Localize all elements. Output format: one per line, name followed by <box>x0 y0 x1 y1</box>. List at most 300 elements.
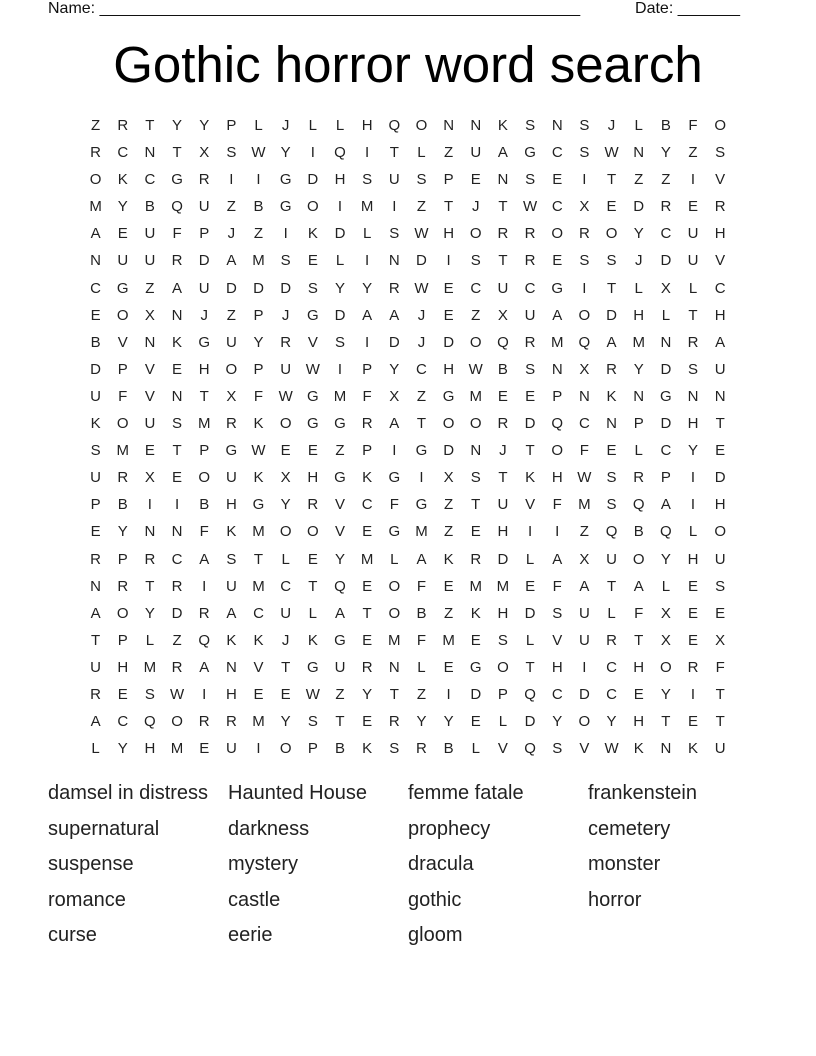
word-list-item: prophecy <box>408 817 491 840</box>
word-list-item: curse <box>48 924 97 947</box>
grid-letter: I <box>446 252 451 270</box>
grid-letter: E <box>688 631 699 649</box>
grid-letter: D <box>307 171 319 189</box>
grid-letter: T <box>498 252 508 270</box>
grid-letter: C <box>606 685 617 703</box>
grid-letter: I <box>365 144 370 162</box>
grid-letter: E <box>362 631 373 649</box>
grid-letter: B <box>199 496 210 514</box>
grid-letter: H <box>443 360 455 378</box>
word-list-item: mystery <box>228 853 298 876</box>
grid-letter: V <box>715 252 726 270</box>
grid-letter: S <box>280 252 291 270</box>
grid-letter: R <box>198 171 210 189</box>
grid-letter: T <box>172 144 182 162</box>
grid-letter: S <box>715 144 726 162</box>
grid-letter: D <box>388 333 400 351</box>
grid-letter: L <box>145 631 155 649</box>
grid-letter: K <box>226 523 237 541</box>
grid-letter: M <box>252 523 265 541</box>
grid-letter: I <box>582 658 587 676</box>
grid-letter: O <box>551 225 564 243</box>
grid-letter: M <box>469 577 483 595</box>
grid-letter: E <box>253 685 264 703</box>
grid-letter: S <box>226 144 237 162</box>
grid-letter: F <box>389 496 399 514</box>
grid-letter: Q <box>524 740 536 758</box>
grid-letter: Q <box>524 685 536 703</box>
grid-letter: G <box>415 442 428 460</box>
grid-letter: I <box>690 171 696 189</box>
grid-letter: X <box>579 198 590 216</box>
grid-letter: E <box>552 171 563 189</box>
grid-letter: A <box>416 550 427 568</box>
grid-letter: E <box>172 469 183 487</box>
grid-letter: P <box>362 360 373 378</box>
grid-letter: P <box>117 631 128 649</box>
grid-letter: D <box>334 225 346 243</box>
grid-letter: P <box>117 550 128 568</box>
grid-letter: G <box>388 469 401 487</box>
grid-letter: Q <box>497 333 509 351</box>
grid-letter: F <box>362 387 372 405</box>
grid-letter: S <box>144 685 155 703</box>
grid-letter: T <box>145 117 155 134</box>
grid-letter: K <box>307 225 318 243</box>
grid-letter: T <box>90 631 101 649</box>
grid-letter: U <box>225 740 237 758</box>
grid-letter: I <box>555 523 560 541</box>
grid-letter: F <box>416 631 427 649</box>
grid-letter: W <box>604 740 619 758</box>
grid-letter: G <box>551 279 564 297</box>
grid-letter: M <box>415 523 428 541</box>
grid-letter: C <box>578 415 590 433</box>
grid-letter: A <box>334 604 345 622</box>
grid-letter: M <box>496 577 510 595</box>
grid-letter: R <box>361 415 373 433</box>
grid-letter: S <box>525 171 536 189</box>
grid-letter: C <box>144 171 156 189</box>
grid-letter: K <box>688 740 699 758</box>
grid-letter: G <box>524 144 536 162</box>
grid-letter: S <box>525 117 536 134</box>
grid-letter: R <box>90 550 101 568</box>
grid-letter: X <box>660 279 671 297</box>
grid-letter: H <box>117 658 129 676</box>
grid-letter: O <box>171 713 183 731</box>
grid-row <box>82 654 734 681</box>
grid-letter: N <box>90 252 101 270</box>
grid-letter: H <box>633 658 645 676</box>
grid-letter: E <box>307 442 318 460</box>
grid-letter: H <box>633 713 645 731</box>
grid-letter: S <box>497 631 508 649</box>
grid-letter: L <box>471 740 480 758</box>
grid-letter: M <box>469 387 483 405</box>
grid-letter: G <box>171 171 183 189</box>
grid-letter: T <box>389 685 399 703</box>
grid-letter: M <box>170 740 184 758</box>
grid-letter: D <box>714 469 726 487</box>
grid-letter: G <box>279 171 292 189</box>
grid-letter: Q <box>632 496 645 514</box>
grid-letter: R <box>198 713 210 731</box>
grid-row <box>82 491 734 518</box>
grid-letter: J <box>227 225 236 243</box>
grid-letter: K <box>443 550 454 568</box>
grid-letter: S <box>606 252 617 270</box>
grid-letter: I <box>283 225 288 243</box>
grid-letter: O <box>442 415 455 433</box>
grid-letter: C <box>90 279 101 297</box>
grid-letter: C <box>416 360 427 378</box>
grid-letter: C <box>280 577 292 595</box>
grid-letter: Y <box>416 713 427 731</box>
grid-letter: S <box>579 252 590 270</box>
grid-letter: O <box>279 740 292 758</box>
grid-letter: R <box>578 225 590 243</box>
grid-row <box>82 410 734 437</box>
grid-letter: A <box>389 415 400 433</box>
grid-letter: C <box>551 198 563 216</box>
grid-row <box>82 546 734 573</box>
grid-letter: U <box>687 252 699 270</box>
grid-letter: H <box>361 117 373 134</box>
grid-letter: U <box>225 469 237 487</box>
grid-letter: G <box>306 415 319 433</box>
grid-letter: T <box>389 144 399 162</box>
grid-letter: Q <box>334 144 346 162</box>
grid-letter: R <box>524 252 536 270</box>
grid-letter: O <box>116 604 129 622</box>
grid-letter: E <box>525 577 536 595</box>
grid-letter: D <box>171 604 183 622</box>
grid-letter: Q <box>198 631 211 649</box>
grid-letter: K <box>633 740 644 758</box>
grid-letter: E <box>688 713 699 731</box>
grid-letter: X <box>579 360 590 378</box>
grid-letter: L <box>525 550 535 568</box>
header <box>48 0 740 22</box>
grid-letter: L <box>390 550 399 568</box>
grid-letter: U <box>714 740 726 758</box>
grid-letter: O <box>388 604 401 622</box>
grid-letter: N <box>144 523 156 541</box>
grid-letter: V <box>552 631 563 649</box>
grid-letter: M <box>632 333 645 351</box>
grid-letter: E <box>525 387 536 405</box>
grid-letter: T <box>308 577 318 595</box>
grid-letter: G <box>225 442 238 460</box>
grid-letter: W <box>305 685 320 703</box>
word-list-item: frankenstein <box>588 782 697 804</box>
word-list-item: eerie <box>228 924 273 947</box>
grid-letter: U <box>334 658 346 676</box>
grid-letter: B <box>144 198 155 216</box>
grid-letter: S <box>606 469 617 487</box>
grid-letter: Z <box>444 496 454 514</box>
word-list-item: gloom <box>408 924 463 947</box>
grid-letter: K <box>172 333 183 351</box>
grid-letter: Z <box>90 117 101 134</box>
grid-letter: A <box>226 604 237 622</box>
grid-letter: D <box>660 360 672 378</box>
grid-row <box>82 166 734 193</box>
grid-letter: J <box>472 198 480 216</box>
grid-letter: G <box>306 306 319 324</box>
grid-letter: T <box>606 171 617 189</box>
grid-letter: E <box>117 685 128 703</box>
grid-letter: M <box>143 658 157 676</box>
word-list-item: monster <box>588 853 661 876</box>
grid-letter: Z <box>335 442 345 460</box>
word-list-item: horror <box>588 888 642 911</box>
grid-letter: X <box>497 306 508 324</box>
grid-letter: S <box>389 225 400 243</box>
grid-letter: S <box>90 442 101 460</box>
grid-letter: O <box>306 523 319 541</box>
grid-letter: R <box>687 658 699 676</box>
grid-letter: N <box>606 415 617 433</box>
grid-letter: I <box>690 469 696 487</box>
grid-letter: Z <box>416 387 427 405</box>
grid-letter: Y <box>389 360 400 378</box>
grid-letter: U <box>524 306 536 324</box>
grid-letter: R <box>497 415 509 433</box>
grid-letter: J <box>281 117 290 134</box>
grid-letter: S <box>552 740 563 758</box>
grid-letter: L <box>661 306 671 324</box>
grid-letter: D <box>334 306 346 324</box>
grid-letter: R <box>416 740 427 758</box>
grid-letter: E <box>144 442 155 460</box>
grid-letter: M <box>252 252 265 270</box>
word-list-item: gothic <box>408 888 462 911</box>
grid-row <box>82 139 734 166</box>
grid-letter: S <box>606 496 617 514</box>
grid-letter: C <box>660 442 672 460</box>
grid-letter: Z <box>226 306 236 324</box>
grid-letter: T <box>444 198 454 216</box>
grid-letter: Y <box>633 225 644 243</box>
grid-letter: H <box>497 604 509 622</box>
grid-letter: R <box>497 225 509 243</box>
grid-letter: N <box>388 658 400 676</box>
grid-letter: N <box>470 442 482 460</box>
grid-letter: G <box>334 469 346 487</box>
grid-letter: W <box>305 360 320 378</box>
grid-letter: M <box>252 577 265 595</box>
grid-letter: L <box>634 117 643 134</box>
grid-letter: J <box>281 631 290 649</box>
grid-letter: I <box>365 333 370 351</box>
grid-letter: M <box>360 198 374 216</box>
grid-letter: U <box>90 387 101 405</box>
grid-letter: D <box>578 685 590 703</box>
grid-letter: I <box>582 279 587 297</box>
grid-letter: O <box>89 171 102 189</box>
grid-letter: H <box>714 225 726 243</box>
grid-letter: W <box>414 225 429 243</box>
grid-letter: Y <box>117 198 128 216</box>
grid-letter: M <box>333 387 347 405</box>
grid-letter: V <box>144 387 155 405</box>
grid-letter: D <box>524 604 536 622</box>
grid-letter: P <box>497 685 508 703</box>
grid-letter: T <box>362 604 372 622</box>
grid-letter: F <box>715 658 725 676</box>
grid-letter: W <box>414 279 429 297</box>
grid-letter: B <box>416 604 427 622</box>
grid-letter: O <box>198 469 211 487</box>
grid-row <box>82 627 734 654</box>
grid-letter: I <box>256 171 261 189</box>
name-field-label[interactable]: Name: ______________________________________________________ <box>48 0 581 17</box>
grid-letter: L <box>607 604 616 622</box>
grid-letter: U <box>388 171 400 189</box>
grid-letter: I <box>202 685 207 703</box>
grid-letter: F <box>579 442 589 460</box>
grid-letter: R <box>117 577 129 595</box>
grid-letter: U <box>225 577 237 595</box>
grid-letter: D <box>633 198 645 216</box>
grid-row <box>82 437 734 464</box>
grid-letter: P <box>199 442 210 460</box>
grid-letter: Y <box>280 496 291 514</box>
grid-letter: E <box>90 306 101 324</box>
grid-letter: R <box>388 279 400 297</box>
grid-letter: N <box>388 252 400 270</box>
grid-letter: E <box>688 198 699 216</box>
grid-letter: Q <box>171 198 183 216</box>
grid-letter: D <box>443 442 455 460</box>
grid-letter: I <box>202 577 207 595</box>
grid-letter: L <box>688 523 698 541</box>
grid-letter: О <box>605 225 618 243</box>
grid-letter: C <box>171 550 183 568</box>
grid-letter: Z <box>416 685 427 703</box>
grid-letter: U <box>470 144 482 162</box>
grid-letter: Z <box>416 198 427 216</box>
grid-letter: Z <box>444 144 454 162</box>
grid-letter: A <box>552 306 563 324</box>
grid-letter: R <box>280 333 292 351</box>
grid-row <box>82 112 734 139</box>
grid-letter: R <box>660 198 672 216</box>
grid-letter: D <box>416 252 427 270</box>
word-list-item: suspense <box>48 853 134 876</box>
grid-letter: H <box>225 496 237 514</box>
grid-letter: D <box>225 279 237 297</box>
grid-letter: R <box>361 658 373 676</box>
grid-letter: D <box>198 252 210 270</box>
grid-letter: R <box>388 713 400 731</box>
grid-letter: T <box>471 496 481 514</box>
grid-letter: H <box>334 171 346 189</box>
grid-letter: E <box>688 604 699 622</box>
grid-letter: P <box>552 387 563 405</box>
date-field-label[interactable]: Date: _______ <box>635 0 740 17</box>
grid-letter: E <box>280 685 291 703</box>
grid-letter: R <box>633 469 645 487</box>
grid-letter: L <box>308 117 317 134</box>
grid-letter: R <box>606 360 617 378</box>
grid-letter: I <box>174 496 180 514</box>
grid-letter: I <box>527 523 533 541</box>
grid-letter: Z <box>172 631 182 649</box>
grid-letter: W <box>169 685 185 703</box>
grid-letter: F <box>416 577 427 595</box>
grid-letter: J <box>200 306 208 324</box>
grid-letter: Y <box>117 740 128 758</box>
grid-letter: K <box>253 469 264 487</box>
grid-letter: K <box>253 415 264 433</box>
grid-letter: H <box>551 469 563 487</box>
grid-row <box>82 681 734 708</box>
grid-letter: W <box>278 387 293 405</box>
grid-letter: W <box>251 442 266 460</box>
grid-letter: J <box>634 252 643 270</box>
grid-letter: L <box>335 252 345 270</box>
grid-letter: G <box>388 523 401 541</box>
grid-letter: I <box>229 171 234 189</box>
grid-letter: M <box>578 496 591 514</box>
grid-letter: W <box>577 469 592 487</box>
grid-row <box>82 383 734 410</box>
grid-letter: S <box>362 171 373 189</box>
grid-letter: V <box>307 333 318 351</box>
grid-letter: M <box>116 442 129 460</box>
grid-letter: R <box>117 469 129 487</box>
grid-letter: H <box>714 496 726 514</box>
grid-letter: Q <box>388 117 401 134</box>
grid-letter: Y <box>144 604 155 622</box>
grid-letter: U <box>687 225 699 243</box>
grid-letter: B <box>633 523 644 541</box>
word-list-item: dracula <box>408 853 474 876</box>
grid-row <box>82 573 734 600</box>
grid-letter: M <box>442 631 455 649</box>
grid-letter: D <box>606 306 617 324</box>
grid-row <box>82 302 734 329</box>
grid-letter: T <box>715 713 725 731</box>
grid-letter: R <box>117 117 129 134</box>
grid-letter: D <box>524 415 536 433</box>
grid-letter: Z <box>444 604 454 622</box>
grid-letter: R <box>90 144 101 162</box>
grid-letter: N <box>497 171 509 189</box>
grid-letter: R <box>225 713 237 731</box>
grid-letter: Z <box>661 171 671 189</box>
grid-letter: O <box>551 442 564 460</box>
grid-letter: O <box>497 658 509 676</box>
grid-letter: N <box>551 117 563 134</box>
grid-letter: P <box>199 225 210 243</box>
grid-letter: B <box>497 360 508 378</box>
grid-letter: N <box>633 387 645 405</box>
grid-letter: O <box>578 713 591 731</box>
grid-letter: I <box>365 252 370 270</box>
grid-letter: O <box>279 523 292 541</box>
grid-letter: Z <box>579 523 589 541</box>
grid-letter: G <box>252 496 265 514</box>
grid-letter: E <box>470 523 481 541</box>
grid-letter: I <box>690 685 696 703</box>
grid-row <box>82 193 734 220</box>
grid-letter: U <box>714 360 726 378</box>
grid-letter: Y <box>334 550 345 568</box>
